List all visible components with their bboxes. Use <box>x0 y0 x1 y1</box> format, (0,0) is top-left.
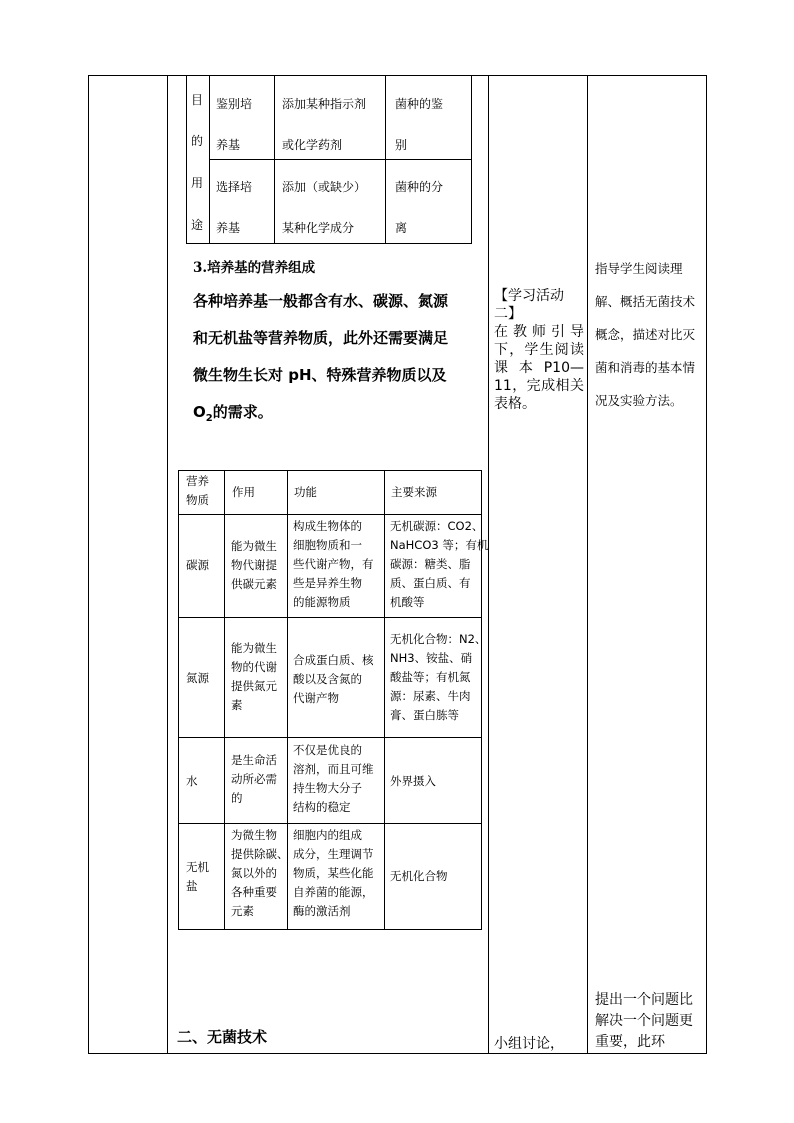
nutrient-name-carbon: 碳源 <box>186 558 209 572</box>
nutrient-name-nitrogen: 氮源 <box>186 671 209 685</box>
outer-table-top-border <box>88 75 707 76</box>
activity-title: 【学习活动二】 <box>494 288 564 322</box>
activity-body: 在教师引导下，学生阅读课本P10—11，完成相关表格。 <box>494 324 584 412</box>
purpose-char: 的 <box>191 134 204 148</box>
oxygen-subscript: 2 <box>205 413 213 424</box>
culture-use-identify: 菌种的鉴 别 <box>395 97 444 152</box>
nutrient-source-carbon: 无机碳源：CO2、 NaHCO3 等；有机 碳源：糖类、脂 质、蛋白质、有 机酸等 <box>390 519 489 609</box>
nutrient-source-water: 外界摄入 <box>390 774 436 788</box>
nutrient-header-substance: 营养 物质 <box>186 474 209 507</box>
outer-table-col-border-1 <box>167 75 168 1054</box>
nutrient-function-carbon: 构成生物体的 细胞物质和一 些代谢产物，有 些是异养生物 的能源物质 <box>293 519 374 609</box>
section-two-heading: 二、无菌技术 <box>177 1028 268 1046</box>
nutrient-role-minerals: 为微生物 提供除碳、 氮以外的 各种重要 元素 <box>231 828 289 918</box>
purpose-char: 目 <box>191 93 204 107</box>
nutrient-function-water: 不仅是优良的 溶剂，而且可维 持生物大分子 结构的稳定 <box>293 743 374 814</box>
culture-method-identify: 添加某种指示剂 或化学药剂 <box>282 97 367 152</box>
nutrient-role-water: 是生命活 动所必需 的 <box>231 753 277 805</box>
nutrient-function-nitrogen: 合成蛋白质、核 酸以及含氮的 代谢产物 <box>293 653 374 705</box>
culture-type-select: 选择培 养基 <box>216 180 253 235</box>
section-3-line <box>193 394 483 437</box>
nutrient-name-minerals: 无机 盐 <box>186 860 209 893</box>
requirement-tail: 的需求。 <box>212 403 273 421</box>
section-3-body <box>193 283 483 437</box>
nutrient-header-function: 功能 <box>294 485 317 499</box>
culture-method-select: 添加（或缺少） 某种化学成分 <box>282 180 367 235</box>
group-discussion-note: 小组讨论， <box>494 1036 564 1052</box>
question-importance-note: 提出一个问题比解决一个问题更重要，此环 <box>595 992 693 1050</box>
outer-table-col-border-4 <box>706 75 707 1054</box>
culture-type-identify: 鉴别培 养基 <box>216 97 253 152</box>
nutrient-role-nitrogen: 能为微生 物的代谢 提供氮元 素 <box>231 641 277 712</box>
nutrient-role-carbon: 能为微生 物代谢提 供碳元素 <box>231 539 277 591</box>
section-3-line: 微生物生长对 pH、特殊营养物质以及 <box>193 366 447 384</box>
nutrient-header-source: 主要来源 <box>391 485 437 499</box>
section-3-heading: 3.培养基的营养组成 <box>193 260 316 276</box>
teacher-guide-note: 指导学生阅读理解、概括无菌技术概念，描述对比灭菌和消毒的基本情况及实验方法。 <box>595 261 696 408</box>
outer-table-bottom-border <box>88 1053 707 1054</box>
nutrient-source-nitrogen: 无机化合物：N2、 NH3、铵盐、硝 酸盐等；有机氮 源：尿素、牛肉 膏、蛋白胨等 <box>390 632 487 722</box>
culture-use-select: 菌种的分 离 <box>395 180 444 235</box>
outer-table-col-border-3 <box>587 75 588 1054</box>
oxygen-symbol: O <box>193 403 206 421</box>
learning-activity <box>494 287 584 413</box>
section-3-line: 各种培养基一般都含有水、碳源、氮源 <box>193 292 449 310</box>
nutrient-header-role: 作用 <box>232 485 255 499</box>
section-3-line: 和无机盐等营养物质，此外还需要满足 <box>193 329 449 347</box>
purpose-char: 途 <box>191 218 204 232</box>
outer-table-col-border-0 <box>88 75 89 1054</box>
purpose-char: 用 <box>191 176 204 190</box>
nutrient-function-minerals: 细胞内的组成 成分，生理调节 物质，某些化能 自养菌的能源， 酶的激活剂 <box>293 828 374 918</box>
nutrient-source-minerals: 无机化合物 <box>390 869 448 883</box>
nutrient-name-water: 水 <box>186 774 198 788</box>
